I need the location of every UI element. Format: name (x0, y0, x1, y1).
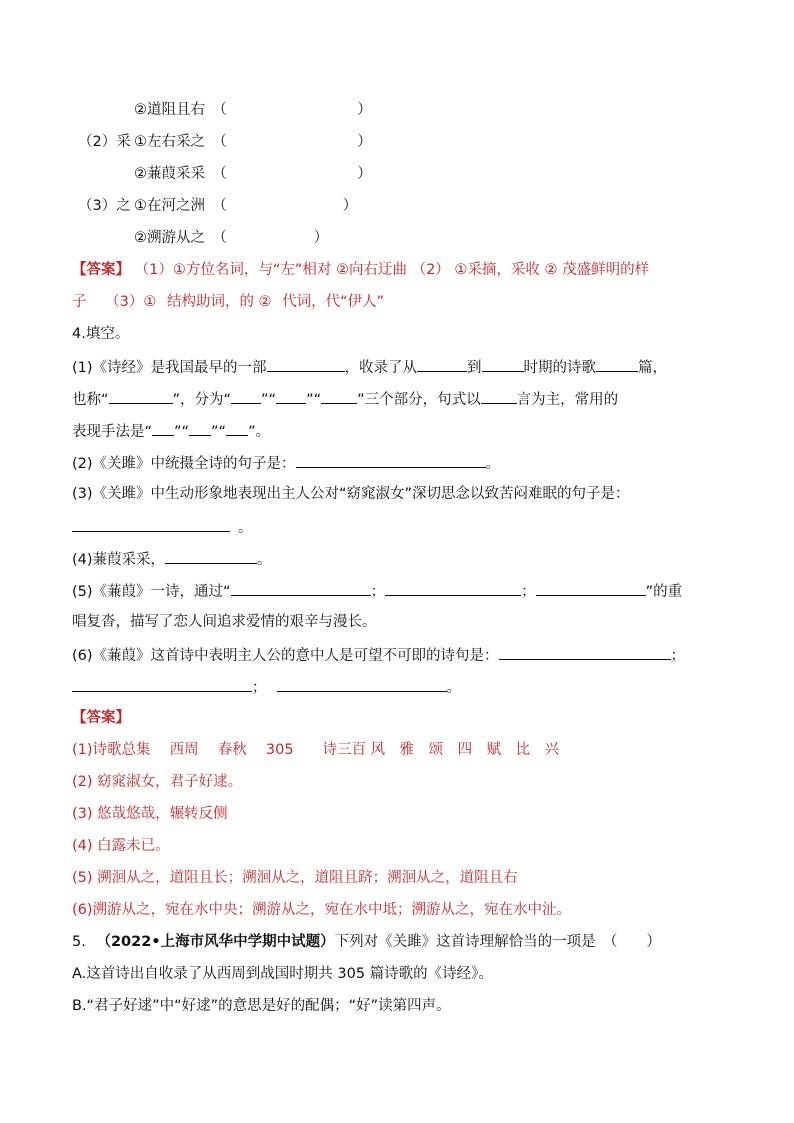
prompt-text: 言为主，常用的 (516, 392, 619, 408)
question-number: 5. (72, 934, 86, 950)
q3-answer-line-2 (72, 292, 384, 312)
q4-fill-line (72, 452, 500, 474)
prompt-text: ”“ (174, 424, 190, 440)
answer-line: (3) 悠哉悠哉，辗转反侧 (72, 806, 228, 822)
q4-fill-line (72, 420, 270, 442)
q3-item-line: ②蒹葭采采 （ ） (134, 166, 372, 182)
prompt-text: 。 (485, 456, 501, 472)
q4-fill-line (72, 644, 685, 666)
prompt-text: ； (370, 584, 386, 600)
prompt-text: 到 (467, 360, 482, 376)
answer-blank[interactable] (231, 580, 371, 596)
prompt-text: 。 (238, 520, 253, 536)
answer-blank[interactable] (499, 644, 671, 660)
prompt-text: ； (670, 648, 686, 664)
prompt-text: 也称“ (72, 392, 109, 408)
prompt-text: ”“ (211, 424, 227, 440)
q3-item-line: ②道阻且右 （ ） (134, 102, 372, 118)
q4-fill-line (72, 356, 667, 378)
prompt-text: 。 (446, 680, 461, 696)
answer-text: ②向右迂曲 (335, 262, 407, 278)
q4-fill-line (72, 388, 618, 410)
q3-answer-line (72, 260, 649, 280)
answer-text: （1）①方位名词，与“左”相对 (134, 262, 332, 278)
answer-blank[interactable] (481, 388, 517, 404)
answer-text: （2） (411, 262, 450, 278)
prompt-text: ”三个部分，句式以 (357, 392, 481, 408)
answer-line: (5) 溯洄从之，道阻且长；溯洄从之，道阻且跻；溯洄从之，道阻且右 (72, 870, 518, 886)
q3-group-label: （2）采 (78, 134, 131, 150)
answer-blank[interactable] (296, 452, 486, 468)
prompt-text: ； (521, 584, 536, 600)
option-b: B.“君子好逑”中“好逑”的意思是好的配偶；“好”读第四声。 (72, 998, 451, 1014)
prompt-text: ”的重 (645, 584, 683, 600)
answer-tag: 【答案】 (72, 710, 130, 726)
q4-fill-line (72, 548, 272, 570)
prompt-text: (1)《诗经》是我国最早的一部 (72, 360, 267, 376)
answer-blank[interactable] (385, 580, 521, 596)
q3-item-line: ①左右采之 （ ） (134, 134, 372, 150)
q4-fill-line (72, 580, 682, 602)
question-source: （2022•上海市风华中学期中试题） (96, 934, 335, 950)
prompt-text: ； (252, 680, 267, 696)
prompt-text: ，收录了从 (344, 360, 418, 376)
answer-blank[interactable] (267, 356, 345, 372)
answer-blank[interactable] (417, 356, 467, 372)
prompt-text: (2)《关雎》中统摄全诗的句子是： (72, 456, 296, 472)
prompt-text: ”。 (248, 424, 271, 440)
prompt-text: 篇， (638, 360, 668, 376)
answer-blank[interactable] (72, 516, 230, 532)
q3-group-label: （3）之 (78, 198, 131, 214)
prompt-text: ”“ (261, 392, 277, 408)
answer-blank[interactable] (226, 420, 248, 436)
q4-prompt-line: (3)《关雎》中生动形象地表现出主人公对“窈窕淑女”深切思念以致苦闷难眠的句子是： (72, 486, 630, 502)
answer-text: ①采摘，采收 ② 茂盛鲜明的样 (454, 262, 650, 278)
answer-blank[interactable] (189, 420, 211, 436)
q4-fill-line (72, 676, 461, 698)
option-a: A.这首诗出自收录了从西周到战国时期共 305 篇诗歌的《诗经》。 (72, 966, 493, 982)
q4-fill-line (72, 516, 253, 538)
prompt-text: (6)《蒹葭》这首诗中表明主人公的意中人是可望不可即的诗句是： (72, 648, 499, 664)
answer-blank[interactable] (536, 580, 646, 596)
prompt-text: 。 (257, 552, 272, 568)
answer-line: (2) 窈窕淑女，君子好逑。 (72, 774, 243, 790)
prompt-text: (4)蒹葭采采， (72, 552, 166, 568)
answer-line: (4) 白露未已。 (72, 838, 170, 854)
answer-text: （3）① (105, 294, 157, 310)
prompt-text: 表现手法是“ (72, 424, 153, 440)
q3-item-line: ②溯游从之 （ ） (134, 230, 329, 246)
q5-stem-line (72, 932, 661, 952)
prompt-text: 时期的诗歌 (523, 360, 597, 376)
answer-blank[interactable] (165, 548, 257, 564)
prompt-text: (5)《蒹葭》一诗，通过“ (72, 584, 231, 600)
question-title: 4.填空。 (72, 326, 130, 342)
answer-blank[interactable] (277, 676, 447, 692)
answer-text: 代词，代“伊人” (282, 294, 385, 310)
prompt-text: ”“ (306, 392, 322, 408)
answer-blank[interactable] (231, 388, 261, 404)
answer-line: (6)溯游从之，宛在水中央；溯游从之，宛在水中坻；溯游从之，宛在水中沚。 (72, 902, 572, 918)
prompt-text: ”，分为“ (172, 392, 232, 408)
answer-blank[interactable] (321, 388, 357, 404)
answer-blank[interactable] (152, 420, 174, 436)
answer-line: (1)诗歌总集 西周 春秋 305 诗三百 风 雅 颂 四 赋 比 兴 (72, 742, 560, 758)
answer-blank[interactable] (276, 388, 306, 404)
answer-blank[interactable] (72, 676, 252, 692)
q4-prompt-line: 唱复沓，描写了恋人间追求爱情的艰辛与漫长。 (72, 614, 377, 630)
answer-text: 子 (72, 294, 87, 310)
answer-tag: 【答案】 (72, 262, 130, 278)
q3-item-line: ①在河之洲 （ ） (134, 198, 358, 214)
answer-blank[interactable] (482, 356, 524, 372)
question-stem: 下列对《关雎》这首诗理解恰当的一项是 （ ） (334, 934, 661, 950)
answer-blank[interactable] (109, 388, 173, 404)
answer-text: 结构助词，的 ② (166, 294, 272, 310)
answer-blank[interactable] (596, 356, 638, 372)
